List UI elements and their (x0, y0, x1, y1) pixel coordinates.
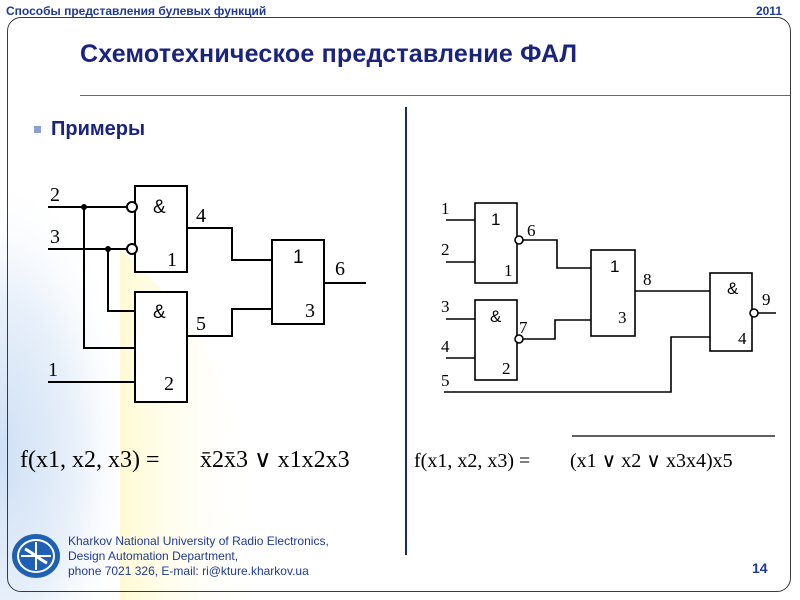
gate-number: 2 (502, 359, 511, 378)
bullet-text: Примеры (51, 118, 146, 140)
net-label: 8 (643, 270, 652, 289)
right-formula (414, 436, 775, 472)
gate-number: 4 (738, 329, 747, 348)
junction-dot (82, 205, 86, 209)
junction-dot (106, 247, 110, 251)
header-year: 2011 (755, 4, 782, 18)
input-label: 1 (441, 199, 450, 218)
input-label: 2 (441, 240, 450, 259)
gate-symbol: & (727, 279, 739, 298)
gate-symbol: 1 (610, 257, 620, 276)
gate-number: 2 (164, 373, 174, 395)
gate-number: 3 (618, 308, 627, 327)
university-logo-icon (11, 531, 61, 581)
inversion-bubble-icon (750, 309, 758, 317)
net-label: 5 (196, 313, 206, 335)
wire (84, 207, 135, 348)
net-label: 6 (527, 221, 536, 240)
input-label: 3 (441, 297, 450, 316)
input-label: 3 (50, 226, 60, 248)
gate-number: 3 (305, 300, 315, 322)
left-circuit (48, 186, 366, 402)
net-label: 7 (519, 318, 528, 337)
footer-line: phone 7021 326, E-mail: ri@kture.kharkov.ua (68, 564, 309, 578)
net-label: 6 (335, 258, 345, 280)
left-formula (20, 447, 350, 473)
gate-symbol: 1 (293, 247, 304, 268)
wire (187, 228, 272, 260)
footer-info (68, 534, 329, 579)
net-label: 4 (196, 205, 206, 227)
gate-number: 1 (504, 261, 513, 280)
gate-symbol: & (490, 307, 502, 326)
gate-number: 1 (167, 249, 177, 271)
inversion-bubble-icon (515, 236, 523, 244)
slide-title: Схемотехническое представление ФАЛ (80, 40, 578, 68)
wire (108, 249, 135, 311)
wire (522, 240, 591, 268)
inversion-bubble-icon (127, 202, 137, 212)
formula-lhs: f(x1, x2, x3) = (20, 447, 160, 473)
footer-line: Design Automation Department, (68, 549, 239, 563)
gate-symbol: 1 (491, 210, 501, 229)
gate-symbol: & (153, 302, 166, 323)
wire (522, 320, 591, 339)
input-label: 2 (50, 184, 60, 206)
page-number: 14 (752, 560, 768, 576)
input-label: 5 (441, 371, 450, 390)
inversion-bubble-icon (127, 244, 137, 254)
formula-rhs: x̄2x̄3 ∨ x1x2x3 (200, 447, 350, 473)
net-label: 9 (762, 290, 771, 309)
formula-lhs: f(x1, x2, x3) = (414, 450, 531, 472)
formula-rhs: (x1 ∨ x2 ∨ x3x4)x5 (570, 450, 733, 472)
input-label: 4 (441, 337, 450, 356)
footer-line: Kharkov National University of Radio Electronics, (68, 534, 329, 548)
gate-symbol: & (153, 197, 166, 218)
input-label: 1 (48, 359, 58, 381)
header-left-title: Способы представления булевых функций (6, 4, 267, 18)
